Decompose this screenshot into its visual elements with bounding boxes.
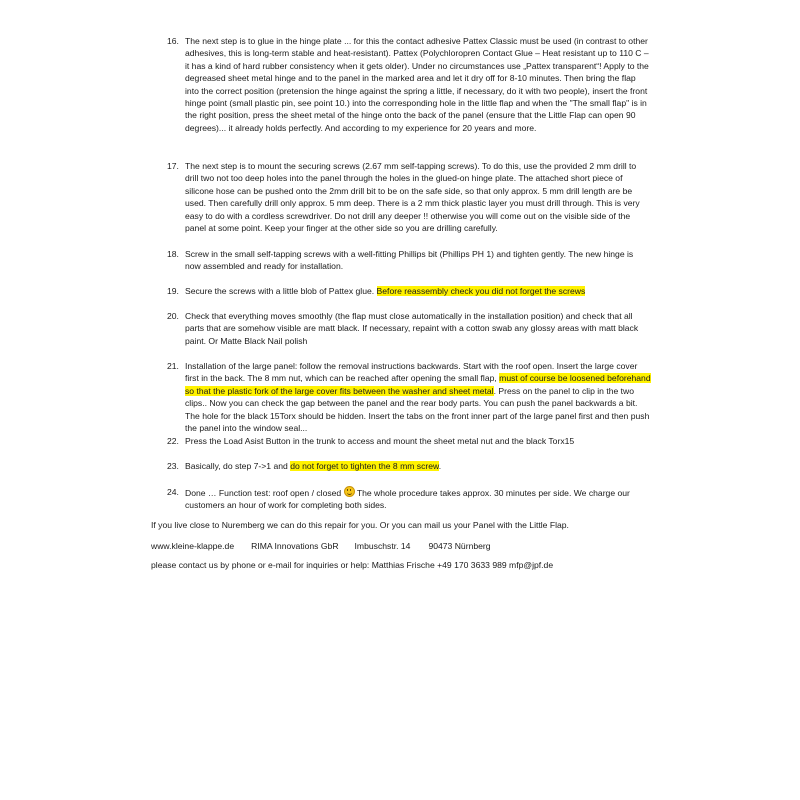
smiley-icon xyxy=(344,486,355,497)
street-address: Imbuschstr. 14 xyxy=(354,541,411,551)
step-text-part: Screw in the small self-tapping screws with a well-fitting Phillips bit (Phillips PH 1) and tighten gently. The new hinge is now assembled and ready for installation. xyxy=(185,249,634,272)
step-text xyxy=(185,486,651,512)
step-text xyxy=(185,160,651,234)
step-text-part: Press the Load Asist Button in the trunk to access and mount the sheet metal nut and the black Torx15 xyxy=(185,436,575,446)
step-text-part: The whole procedure takes approx. 30 minutes per side. We charge our customers an hour of work for completing both sides. xyxy=(185,488,630,511)
step-text-part: . Press on the panel to clip in the two clips.. Now you can check the gap between the panel and the rear body parts. You can push the panel backwards a bit. The hole for the black 15Torx should be hidden. Insert the tabs on the front inner part of the large panel first and then push the panel into the window seal... xyxy=(185,385,650,434)
step-text xyxy=(185,248,651,273)
website-link[interactable]: www.kleine-klappe.de xyxy=(151,541,235,551)
step-number: 16. xyxy=(167,36,179,46)
city-address: 90473 Nürnberg xyxy=(428,541,491,551)
step-text-part: The next step is to mount the securing screws (2.67 mm self-tapping screws). To do this, use the provided 2 mm drill to drill two not too deep holes into the panel through the holes in the glued-on hinge plate. The attached short piece of silicone hose can be pushed onto the 2mm drill bit to be on the safe side, so that only approx. 5 mm drill length are be used. Then carefully drill only approx. 5 mm deep. There is a 2 mm thick plastic layer you must drill through. This is very easy to do with a cordless screwdriver. Do not drill any deeper !! otherwise you will come out on the visible side of the panel at some point. Keep your finger at the other side so you are drilling carefully. xyxy=(185,161,640,234)
step-text-part: Check that everything moves smoothly (the flap must close automatically in the installation position) and check that all parts that are somehow visible are matt black. If necessary, repaint with a cotton swab any glossy areas with matt black paint. Or Matte Black Nail polish xyxy=(185,311,639,346)
repair-note: If you live close to Nuremberg we can do this repair for you. Or you can mail us your Panel with the Little Flap. xyxy=(151,520,569,530)
highlighted-warning: must of course be loosened beforehand so that the plastic fork of the large cover fits between the washer and sheet metal xyxy=(185,373,651,396)
step-text xyxy=(185,310,651,347)
step-text-part: Installation of the large panel: follow the removal instructions backwards. Start with the roof open. Insert the large cover first in the back. The 8 mm nut, which can be reached after opening the small flap, xyxy=(185,361,638,384)
highlighted-warning: do not forget to tighten the 8 mm screw xyxy=(290,461,439,471)
address-line xyxy=(151,540,491,552)
step-text xyxy=(185,35,651,134)
step-text xyxy=(185,360,651,434)
contact-line: please contact us by phone or e-mail for inquiries or help: Matthias Frische +49 170 3633 989 mfp@jpf.de xyxy=(151,560,554,570)
step-number: 18. xyxy=(167,249,179,259)
company-name: RIMA Innovations GbR xyxy=(251,541,339,551)
step-number: 20. xyxy=(167,311,179,321)
step-text xyxy=(185,460,651,472)
step-text-part: The next step is to glue in the hinge plate ... for this the contact adhesive Pattex Classic must be used (in contrast to other adhesives, this is long-term stable and heat-resistant). Pattex (Polychloropren Contact Glue – Heat resistant up to 110 C – it has a kind of hard rubber consistency when it gets older). Under no circumstances use „Pattex transparent“! Apply to the degreased sheet metal hinge and to the panel in the marked area and let it dry off for 8-10 minutes. Then bring the flap into the correct position (pretension the hinge against the spring a little, if necessary, do it with two people), insert the front hinge point (small plastic pin, see point 10.) into the corresponding hole in the little flap and when the "The small flap" is in the right position, press the sheet metal of the hinge onto the back of the panel (ensure that the Little Flap can open 90 degrees)... it already holds perfectly. And according to my experience for 20 years and more. xyxy=(185,36,649,133)
step-number: 22. xyxy=(167,436,179,446)
step-number: 23. xyxy=(167,461,179,471)
step-text xyxy=(185,285,651,297)
step-text xyxy=(185,435,651,447)
step-number: 19. xyxy=(167,286,179,296)
step-number: 24. xyxy=(167,487,179,497)
step-text-part: Secure the screws with a little blob of Pattex glue. xyxy=(185,286,377,296)
step-text-part: Basically, do step 7->1 and xyxy=(185,461,291,471)
highlighted-warning: Before reassembly check you did not forget the screws xyxy=(376,286,586,296)
step-number: 21. xyxy=(167,361,179,371)
step-text-part: Done … Function test: roof open / closed xyxy=(185,488,344,498)
step-text-part: . xyxy=(438,461,442,471)
step-number: 17. xyxy=(167,161,179,171)
